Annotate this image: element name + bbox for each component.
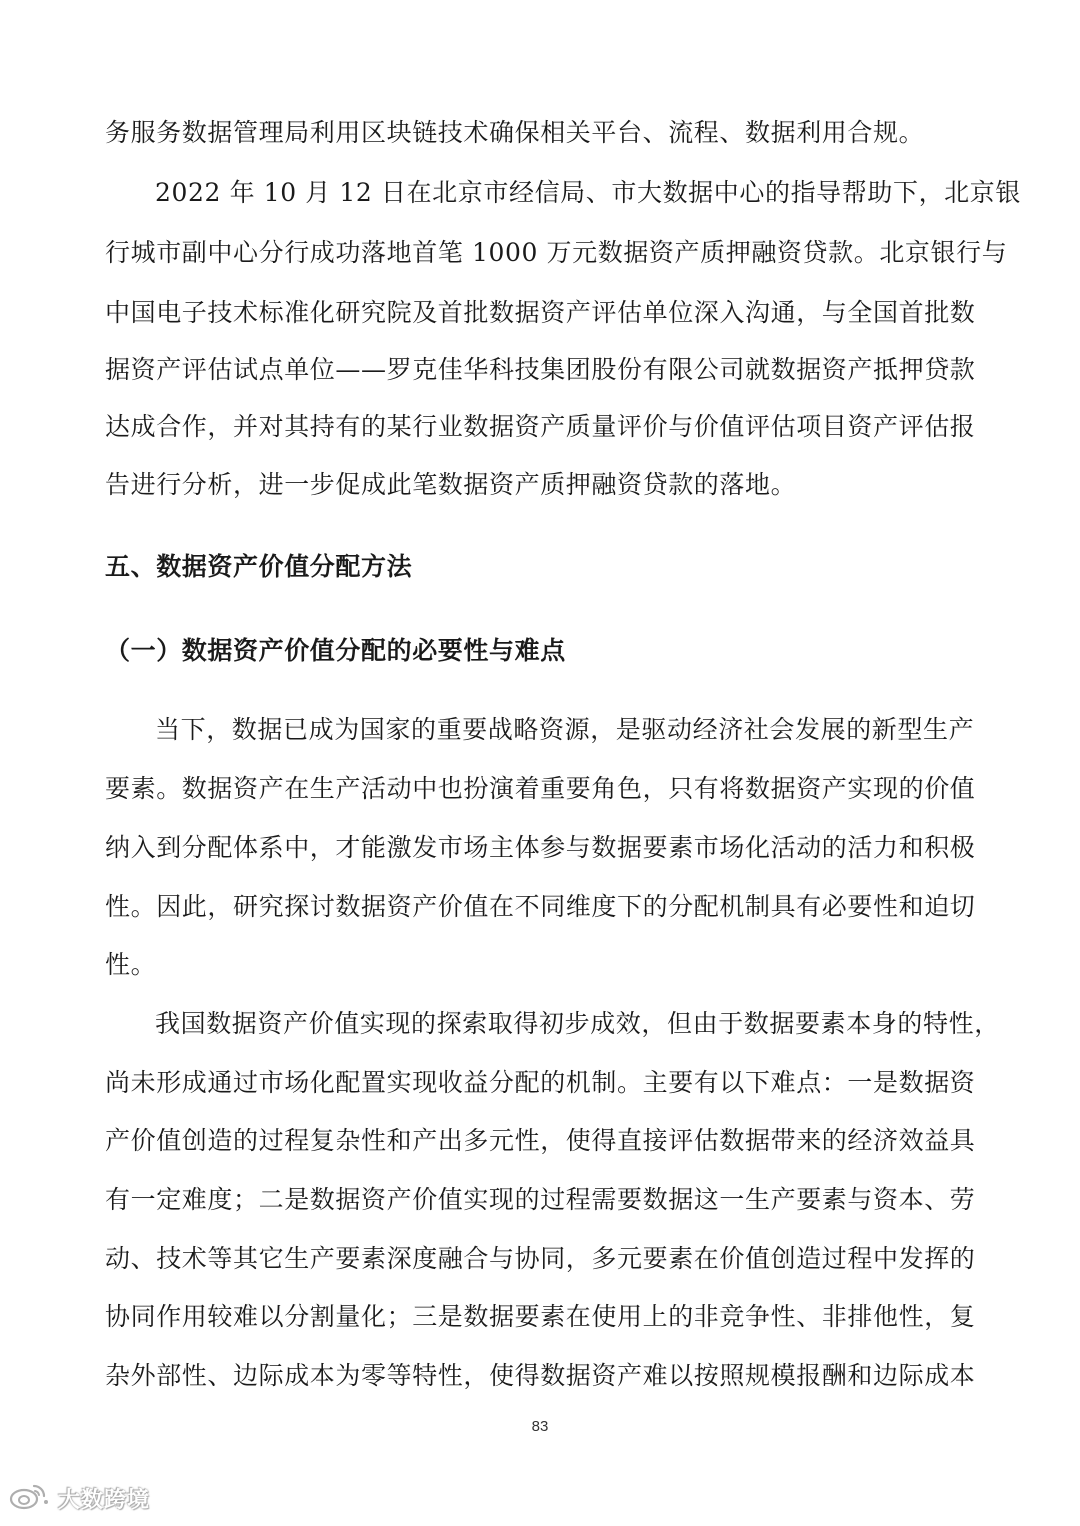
body-line: 当下，数据已成为国家的重要战略资源，是驱动经济社会发展的新型生产 bbox=[155, 715, 975, 744]
body-line: 中国电子技术标准化研究院及首批数据资产评估单位深入沟通，与全国首批数 bbox=[105, 298, 976, 327]
body-line: 达成合作，并对其持有的某行业数据资产质量评价与价值评估项目资产评估报 bbox=[105, 412, 976, 441]
body-line: 纳入到分配体系中，才能激发市场主体参与数据要素市场化活动的活力和积极 bbox=[105, 833, 976, 862]
body-line: 尚未形成通过市场化配置实现收益分配的机制。主要有以下难点：一是数据资 bbox=[105, 1068, 976, 1097]
body-line: 我国数据资产价值实现的探索取得初步成效，但由于数据要素本身的特性， bbox=[155, 1009, 1000, 1038]
subsection-heading: （一）数据资产价值分配的必要性与难点 bbox=[105, 636, 566, 665]
body-line: 有一定难度；二是数据资产价值实现的过程需要数据这一生产要素与资本、劳 bbox=[105, 1185, 976, 1214]
body-line: 协同作用较难以分割量化；三是数据要素在使用上的非竞争性、非排他性，复 bbox=[105, 1302, 976, 1331]
body-line: 2022 年 10 月 12 日在北京市经信局、市大数据中心的指导帮助下，北京银 bbox=[155, 178, 1021, 207]
body-line: 动、技术等其它生产要素深度融合与协同，多元要素在价值创造过程中发挥的 bbox=[105, 1244, 976, 1273]
body-line: 据资产评估试点单位——罗克佳华科技集团股份有限公司就数据资产抵押贷款 bbox=[105, 355, 976, 384]
body-line: 性。因此，研究探讨数据资产价值在不同维度下的分配机制具有必要性和迫切 bbox=[105, 892, 976, 921]
body-line: 杂外部性、边际成本为零等特性，使得数据资产难以按照规模报酬和边际成本 bbox=[105, 1361, 976, 1390]
weibo-logo-icon bbox=[8, 1480, 52, 1516]
page-number: 83 bbox=[531, 1418, 549, 1435]
section-heading: 五、数据资产价值分配方法 bbox=[105, 552, 413, 581]
body-line: 性。 bbox=[105, 950, 157, 979]
body-line: 要素。数据资产在生产活动中也扮演着重要角色，只有将数据资产实现的价值 bbox=[105, 774, 976, 803]
body-line: 产价值创造的过程复杂性和产出多元性，使得直接评估数据带来的经济效益具 bbox=[105, 1126, 976, 1155]
watermark-text: 大数跨境 bbox=[58, 1487, 151, 1513]
body-line: 行城市副中心分行成功落地首笔 1000 万元数据资产质押融资贷款。北京银行与 bbox=[105, 238, 1008, 267]
body-line: 告进行分析，进一步促成此笔数据资产质押融资贷款的落地。 bbox=[105, 470, 797, 499]
body-line: 务服务数据管理局利用区块链技术确保相关平台、流程、数据利用合规。 bbox=[105, 118, 925, 147]
watermark bbox=[8, 1480, 150, 1516]
